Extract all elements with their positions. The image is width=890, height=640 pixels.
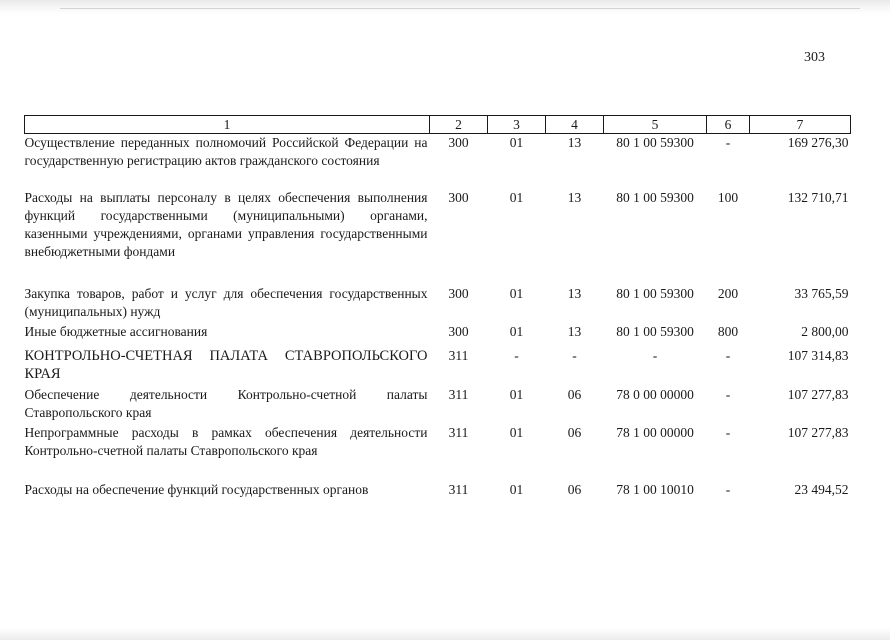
row-code-3: - xyxy=(514,347,519,363)
row-name: КОНТРОЛЬНО-СЧЕТНАЯ ПАЛАТА СТАВРОПОЛЬСКОГО КРАЯ xyxy=(24,347,428,382)
header-col-7: 7 xyxy=(750,116,851,134)
row-name: Обеспечение деятельности Контрольно-счетной палаты Ставропольского края xyxy=(24,386,428,420)
scan-line-top xyxy=(60,8,860,9)
row-code-5: 78 0 00 00000 xyxy=(616,386,694,402)
table-row xyxy=(25,424,851,481)
header-col-3: 3 xyxy=(488,116,546,134)
row-amount: 107 277,83 xyxy=(787,424,849,440)
row-code-4: 06 xyxy=(567,386,582,402)
table-row xyxy=(25,347,851,386)
row-code-2: 311 xyxy=(448,386,469,402)
row-code-2: 311 xyxy=(448,424,469,440)
header-col-1: 1 xyxy=(25,116,430,134)
row-code-6: 100 xyxy=(717,189,739,205)
row-code-3: 01 xyxy=(509,481,524,497)
row-code-4: 13 xyxy=(567,135,582,150)
row-amount: 169 276,30 xyxy=(787,135,849,150)
row-name: Расходы на выплаты персоналу в целях обеспечения выполнения функций государственными (муниципальными) органами, казенными учреждениями, органами управления государственными внебюджетными фондами xyxy=(24,189,428,259)
row-name: Расходы на обеспечение функций государственных органов xyxy=(24,481,369,497)
row-code-5: 80 1 00 59300 xyxy=(616,285,694,301)
table-row xyxy=(25,386,851,424)
row-code-2: 311 xyxy=(448,347,469,363)
header-col-5: 5 xyxy=(604,116,707,134)
row-code-4: - xyxy=(572,347,577,363)
row-code-3: 01 xyxy=(509,386,524,402)
header-col-2: 2 xyxy=(430,116,488,134)
row-code-3: 01 xyxy=(509,135,524,150)
row-code-6: - xyxy=(725,481,731,497)
row-code-6: - xyxy=(725,347,731,363)
table-row xyxy=(25,134,851,189)
row-name: Непрограммные расходы в рамках обеспечения деятельности Контрольно-счетной палаты Ставропольского края xyxy=(24,424,428,458)
row-amount: 2 800,00 xyxy=(801,323,849,339)
row-name: Иные бюджетные ассигнования xyxy=(24,323,208,339)
row-amount: 132 710,71 xyxy=(787,189,849,205)
row-code-5: - xyxy=(652,347,658,363)
row-amount: 33 765,59 xyxy=(794,285,849,301)
header-row xyxy=(25,116,851,134)
row-amount: 107 314,83 xyxy=(787,347,849,363)
table-row xyxy=(25,323,851,347)
budget-table xyxy=(24,115,851,505)
row-code-6: 200 xyxy=(717,285,739,301)
row-code-4: 06 xyxy=(567,481,582,497)
header-col-6: 6 xyxy=(707,116,750,134)
page-number: 303 xyxy=(804,50,825,65)
row-code-4: 13 xyxy=(567,189,582,205)
row-name: Осуществление переданных полномочий Российской Федерации на государственную регистрацию актов гражданского состояния xyxy=(24,135,428,168)
row-code-2: 311 xyxy=(448,481,469,497)
row-code-5: 78 1 00 00000 xyxy=(616,424,694,440)
row-code-3: 01 xyxy=(509,323,524,339)
table-row xyxy=(25,189,851,285)
row-code-2: 300 xyxy=(448,135,469,150)
header-col-4: 4 xyxy=(546,116,604,134)
row-code-6: 800 xyxy=(717,323,739,339)
row-amount: 23 494,52 xyxy=(794,481,849,497)
row-code-4: 06 xyxy=(567,424,582,440)
row-name: Закупка товаров, работ и услуг для обеспечения государственных (муниципальных) нужд xyxy=(24,285,428,319)
row-code-5: 80 1 00 59300 xyxy=(616,135,694,150)
row-code-6: - xyxy=(725,424,731,440)
row-code-6: - xyxy=(725,386,731,402)
scan-edge-top xyxy=(0,0,890,14)
row-code-3: 01 xyxy=(509,424,524,440)
row-code-5: 78 1 00 10010 xyxy=(616,481,694,497)
row-amount: 107 277,83 xyxy=(787,386,849,402)
row-code-2: 300 xyxy=(448,285,469,301)
table-row xyxy=(25,481,851,505)
row-code-2: 300 xyxy=(448,189,469,205)
table-row xyxy=(25,285,851,323)
row-code-2: 300 xyxy=(448,323,469,339)
row-code-4: 13 xyxy=(567,285,582,301)
row-code-5: 80 1 00 59300 xyxy=(616,189,694,205)
row-code-4: 13 xyxy=(567,323,582,339)
row-code-3: 01 xyxy=(509,189,524,205)
scan-edge-bottom xyxy=(0,628,890,640)
row-code-6: - xyxy=(725,135,731,150)
row-code-5: 80 1 00 59300 xyxy=(616,323,694,339)
row-code-3: 01 xyxy=(509,285,524,301)
